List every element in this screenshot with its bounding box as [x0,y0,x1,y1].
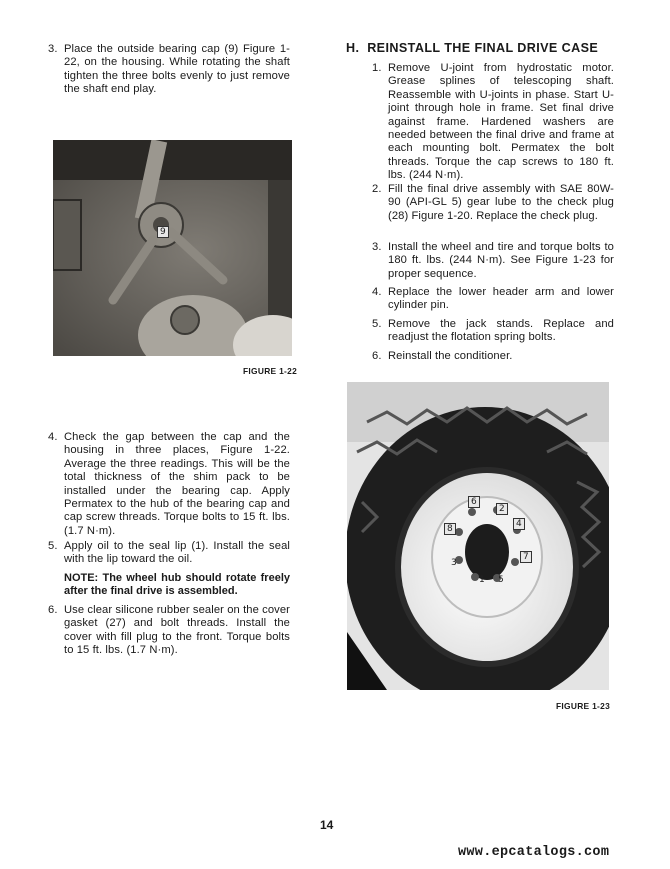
right-step-1 [372,62,614,183]
wheel-callout-3: 3 [451,558,457,568]
right-step-2 [372,183,614,223]
step-number: 1. [372,62,382,74]
step-number: 3. [372,241,382,253]
figure-caption: FIGURE 1-22 [243,366,298,376]
step-text: Apply oil to the seal lip (1). Install the seal with the lip toward the oil. [64,540,290,566]
step-number: 5. [372,318,382,330]
step-text: Install the wheel and tire and torque bolts to 180 ft. lbs. (244 N·m). See Figure 1-23 for proper sequence. [388,241,614,280]
watermark-url: www.epcatalogs.com [458,845,610,860]
wheel-callout-5: 5 [498,575,504,585]
step-number: 4. [372,286,382,298]
step-number: 6. [372,350,382,362]
step-text: Fill the final drive assembly with SAE 80W-90 (API-GL 5) gear lube to the check plug (28) Figure 1-20. Replace the check plug. [388,183,614,222]
page-number: 14 [320,818,334,832]
step-number: 5. [48,540,58,552]
step-number: 4. [48,431,58,443]
step-text: Replace the lower header arm and lower cylinder pin. [388,286,614,312]
step-text: Place the outside bearing cap (9) Figure 1-22, on the housing. While rotating the shaft tighten the three bolts evenly to just remove the shaft end play. [64,43,290,96]
figure-caption: FIGURE 1-23 [556,701,611,711]
step-text: Check the gap between the cap and the housing in three places, Figure 1-22. Average the three readings. This will be the total thickness of the shim pack to be installed under the bearing cap. Apply Permatex to the hub of the bearing cap and cap screw threads. Torque bolts to 15 ft. lbs. (1.7 N·m). [64,431,290,537]
wheel-callout-2: 2 [496,503,508,515]
wheel-callout-6: 6 [468,496,480,508]
right-step-5 [372,318,614,345]
step-3 [48,43,290,97]
wheel-callout-1: 1 [479,575,485,585]
step-text: Use clear silicone rubber sealer on the cover gasket (27) and bolt threads. Install the cover with fill plug to the front. Torque bolts to 15 ft. lbs. (1.7 N·m). [64,604,290,657]
step-6 [48,604,290,658]
step-5 [48,540,290,567]
step-number: 2. [372,183,382,195]
step-text: Remove U-joint from hydrostatic motor. Grease splines of telescoping shaft. Reassemble with U-joints in phase. Start U-joint through hole in frame. Set final drive against frame. Hardened washers are needed between the final drive and frame at each mounting bolt. Permatex the bolt threads. Torque the cap screws to 180 ft. lbs. (244 N·m). [388,62,614,182]
right-step-6 [372,350,614,363]
wheel-callout-4: 4 [513,518,525,530]
right-step-3 [372,241,614,281]
section-heading: H. REINSTALL THE FINAL DRIVE CASE [346,41,599,55]
step-number: 6. [48,604,58,616]
figure-callout-9: 9 [157,226,169,238]
step-text: Remove the jack stands. Replace and readjust the flotation spring bolts. [388,318,614,344]
figure-1-22-photo [53,140,292,356]
wheel-callout-7: 7 [520,551,532,563]
step-text: Reinstall the conditioner. [388,350,513,362]
figure-1-23-photo [347,382,609,690]
wheel-callout-8: 8 [444,523,456,535]
right-step-4 [372,286,614,313]
step-4 [48,431,290,538]
note: NOTE: The wheel hub should rotate freely after the final drive is assembled. [64,572,290,598]
step-number: 3. [48,43,58,55]
